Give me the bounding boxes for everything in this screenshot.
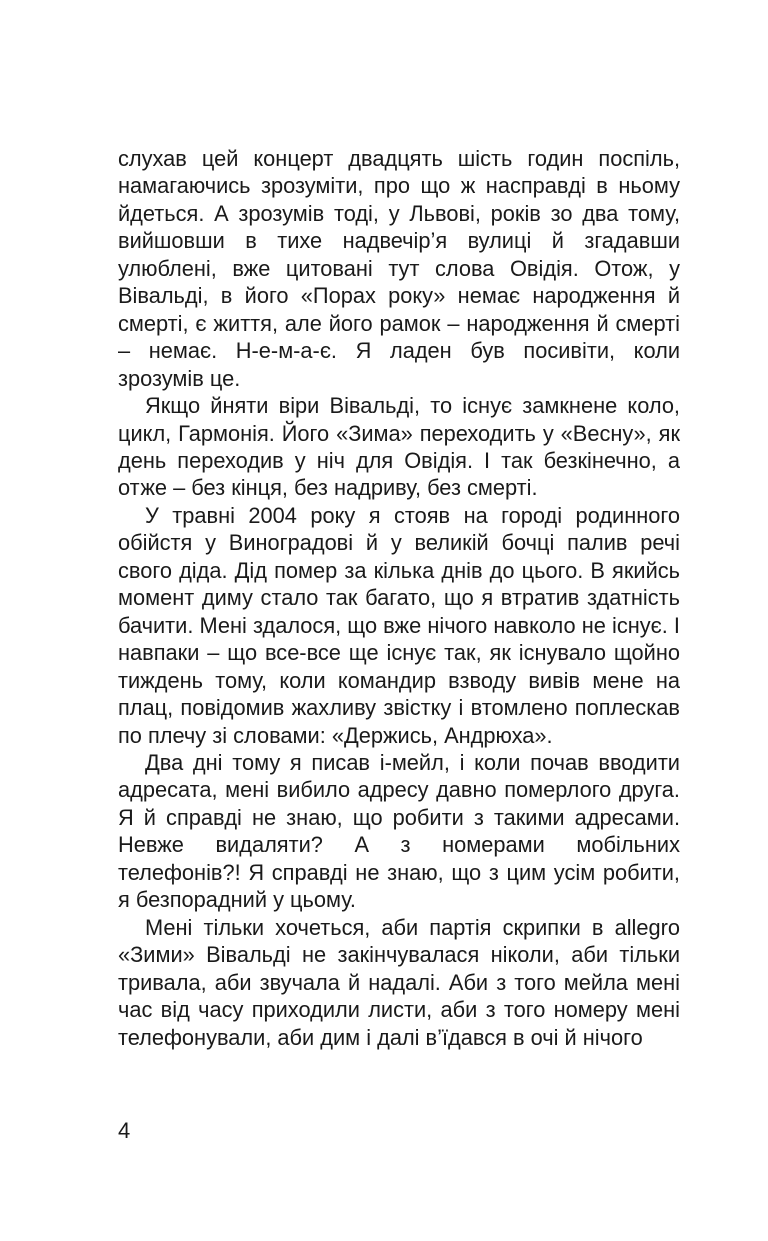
page-number: 4 — [118, 1118, 131, 1143]
paragraph-4: Два дні тому я писав і-мейл, і коли почав вводити адресата, мені вибило адресу давно померлого друга. Я й справді не знаю, що робити з такими адресами. Невже видаляти? А з номерами мобільних телефонів?! Я справді не знаю, що з цим усім робити, я безпорадний у цьому. — [118, 749, 680, 913]
page-body — [118, 145, 680, 1051]
paragraph-3: У травні 2004 року я стояв на городі родинного обійстя у Виноградові й у великій бочці палив речі свого діда. Дід помер за кілька днів до цього. В якийсь момент диму стало так багато, що я втратив здатність бачити. Мені здалося, що вже нічого навколо не існує. І навпаки – що все-все ще існує так, як існувало щойно тиждень тому, коли командир взводу вивів мене на плац, повідомив жахливу звістку і втомлено поплескав по плечу зі словами: «Держись, Андрюха». — [118, 502, 680, 748]
paragraph-5: Мені тільки хочеться, аби партія скрипки в allegro «Зими» Вівальді не закінчувалася ніколи, аби тільки тривала, аби звучала й надалі. Аби з того мейла мені час від часу приходили листи, аби з того номеру мені телефонували, аби дим і далі в’їдався в очі й нічого — [118, 914, 680, 1050]
paragraph-1: слухав цей концерт двадцять шість годин поспіль, намагаючись зрозуміти, про що ж насправді в ньому йдеться. А зрозумів тоді, у Львові, років зо два тому, вийшовши в тихе надвечір’я вулиці й згадавши улюблені, вже цитовані тут слова Овідія. Отож, у Вівальді, в його «Порах року» немає народження й смерті, є життя, але його рамок – народження й смерті – немає. Н-е-м-а-є. Я ладен був посивіти, коли зрозумів це. — [118, 146, 680, 391]
paragraph-2: Якщо йняти віри Вівальді, то існує замкнене коло, цикл, Гармонія. Його «Зима» переходить у «Весну», як день переходив у ніч для Овідія. І так безкінечно, а отже – без кінця, без надриву, без смерті. — [118, 393, 680, 501]
